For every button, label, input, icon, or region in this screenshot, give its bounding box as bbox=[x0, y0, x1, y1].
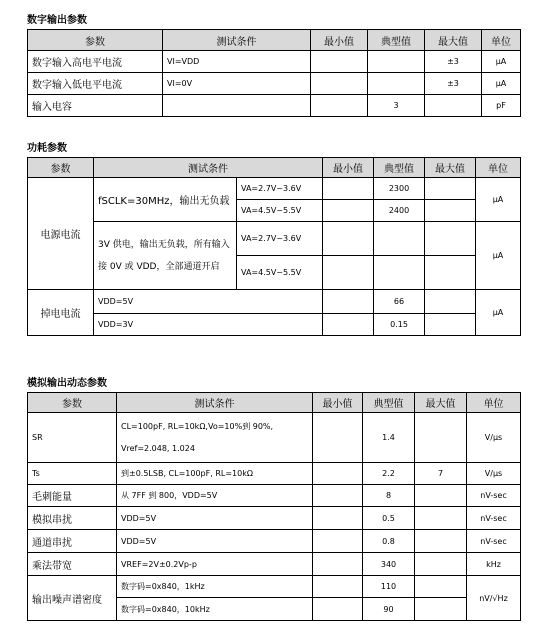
header-typ: 典型值 bbox=[374, 158, 425, 178]
condition-cell: CL=100pF, RL=10kΩ,Vo=10%到 90%, Vref=2.048, 1.024 bbox=[117, 413, 313, 463]
voltage-cell: VA=4.5V~5.5V bbox=[237, 256, 323, 290]
header-unit: 单位 bbox=[482, 30, 521, 51]
unit-cell: V/μs bbox=[467, 463, 521, 485]
min-cell bbox=[313, 598, 363, 621]
voltage-cell: VA=2.7V~3.6V bbox=[237, 222, 323, 256]
max-cell: 7 bbox=[415, 463, 467, 485]
section-title-power: 功耗参数 bbox=[27, 143, 67, 154]
header-min: 最小值 bbox=[311, 30, 368, 51]
typ-cell bbox=[374, 222, 425, 256]
table-row bbox=[28, 576, 521, 598]
param-cell: 掉电电流 bbox=[28, 290, 94, 336]
unit-cell: kHz bbox=[467, 553, 521, 576]
table-row bbox=[28, 553, 521, 576]
max-cell bbox=[425, 222, 476, 256]
condition-cell: 从 7FF 到 800，VDD=5V bbox=[117, 485, 313, 507]
typ-cell bbox=[368, 51, 425, 73]
header-unit: 单位 bbox=[467, 393, 521, 413]
param-cell: 模拟串扰 bbox=[28, 507, 117, 530]
typ-cell: 340 bbox=[363, 553, 415, 576]
header-param: 参数 bbox=[28, 158, 94, 178]
table-row bbox=[28, 73, 521, 95]
condition-cell bbox=[163, 95, 311, 117]
min-cell bbox=[323, 200, 374, 222]
max-cell bbox=[425, 314, 476, 336]
condition-cell: VI=0V bbox=[163, 73, 311, 95]
min-cell bbox=[311, 51, 368, 73]
typ-cell: 110 bbox=[363, 576, 415, 598]
param-cell: 输出噪声谱密度 bbox=[28, 576, 117, 621]
header-max: 最大值 bbox=[425, 158, 476, 178]
min-cell bbox=[323, 290, 374, 314]
max-cell: ±3 bbox=[425, 73, 482, 95]
max-cell bbox=[415, 413, 467, 463]
header-typ: 典型值 bbox=[368, 30, 425, 51]
condition-cell: VDD=5V bbox=[117, 530, 313, 553]
min-cell bbox=[323, 314, 374, 336]
header-min: 最小值 bbox=[313, 393, 363, 413]
unit-cell: μA bbox=[476, 222, 521, 290]
min-cell bbox=[313, 463, 363, 485]
condition-cell: VDD=3V bbox=[94, 314, 323, 336]
table-row bbox=[28, 413, 521, 463]
min-cell bbox=[323, 222, 374, 256]
header-condition: 测试条件 bbox=[117, 393, 313, 413]
table-row bbox=[28, 314, 521, 336]
max-cell bbox=[425, 178, 476, 200]
digital-output-table bbox=[27, 29, 521, 117]
unit-cell: μA bbox=[482, 73, 521, 95]
param-cell: 电源电流 bbox=[28, 178, 94, 290]
max-cell bbox=[415, 507, 467, 530]
condition-cell: VDD=5V bbox=[94, 290, 323, 314]
typ-cell bbox=[374, 256, 425, 290]
param-cell: 输入电容 bbox=[28, 95, 163, 117]
header-max: 最大值 bbox=[425, 30, 482, 51]
min-cell bbox=[313, 553, 363, 576]
voltage-cell: VA=4.5V~5.5V bbox=[237, 200, 323, 222]
condition-cell: 数字码=0x840，1kHz bbox=[117, 576, 313, 598]
header-param: 参数 bbox=[28, 393, 117, 413]
param-cell: 乘法带宽 bbox=[28, 553, 117, 576]
section-title-digital-output: 数字输出参数 bbox=[27, 15, 87, 26]
unit-cell: nV/√Hz bbox=[467, 576, 521, 621]
header-typ: 典型值 bbox=[363, 393, 415, 413]
max-cell bbox=[425, 256, 476, 290]
voltage-cell: VA=2.7V~3.6V bbox=[237, 178, 323, 200]
min-cell bbox=[313, 485, 363, 507]
max-cell bbox=[415, 530, 467, 553]
condition-cell: 到±0.5LSB, CL=100pF, RL=10kΩ bbox=[117, 463, 313, 485]
typ-cell: 66 bbox=[374, 290, 425, 314]
typ-cell: 0.15 bbox=[374, 314, 425, 336]
unit-cell: nV-sec bbox=[467, 507, 521, 530]
typ-cell: 1.4 bbox=[363, 413, 415, 463]
min-cell bbox=[323, 256, 374, 290]
max-cell: ±3 bbox=[425, 51, 482, 73]
condition-cell: 3V 供电，输出无负载，所有输入接 0V 或 VDD，全部通道开启 bbox=[94, 222, 237, 290]
typ-cell: 2300 bbox=[374, 178, 425, 200]
max-cell bbox=[415, 553, 467, 576]
analog-dynamic-table bbox=[27, 392, 521, 621]
param-cell: SR bbox=[28, 413, 117, 463]
table-row bbox=[28, 290, 521, 314]
table-row bbox=[28, 530, 521, 553]
header-unit: 单位 bbox=[476, 158, 521, 178]
header-min: 最小值 bbox=[323, 158, 374, 178]
min-cell bbox=[323, 178, 374, 200]
typ-cell: 2.2 bbox=[363, 463, 415, 485]
max-cell bbox=[415, 598, 467, 621]
typ-cell: 3 bbox=[368, 95, 425, 117]
min-cell bbox=[313, 507, 363, 530]
unit-cell: nV-sec bbox=[467, 530, 521, 553]
unit-cell: pF bbox=[482, 95, 521, 117]
unit-cell: μA bbox=[476, 178, 521, 222]
unit-cell: V/μs bbox=[467, 413, 521, 463]
param-cell: 通道串扰 bbox=[28, 530, 117, 553]
table-row bbox=[28, 95, 521, 117]
typ-cell: 2400 bbox=[374, 200, 425, 222]
param-cell: 数字输入低电平电流 bbox=[28, 73, 163, 95]
condition-cell: VREF=2V±0.2Vp-p bbox=[117, 553, 313, 576]
table-row bbox=[28, 485, 521, 507]
unit-cell: μA bbox=[482, 51, 521, 73]
max-cell bbox=[425, 200, 476, 222]
max-cell bbox=[425, 95, 482, 117]
min-cell bbox=[313, 530, 363, 553]
param-cell: Ts bbox=[28, 463, 117, 485]
min-cell bbox=[313, 413, 363, 463]
table-row bbox=[28, 51, 521, 73]
table-row bbox=[28, 463, 521, 485]
header-condition: 测试条件 bbox=[163, 30, 311, 51]
param-cell: 数字输入高电平电流 bbox=[28, 51, 163, 73]
typ-cell: 90 bbox=[363, 598, 415, 621]
unit-cell: μA bbox=[476, 290, 521, 336]
max-cell bbox=[415, 485, 467, 507]
typ-cell: 0.5 bbox=[363, 507, 415, 530]
condition-cell: VI=VDD bbox=[163, 51, 311, 73]
max-cell bbox=[425, 290, 476, 314]
typ-cell bbox=[368, 73, 425, 95]
max-cell bbox=[415, 576, 467, 598]
typ-cell: 0.8 bbox=[363, 530, 415, 553]
header-param: 参数 bbox=[28, 30, 163, 51]
min-cell bbox=[313, 576, 363, 598]
table-row bbox=[28, 222, 521, 256]
condition-cell: VDD=5V bbox=[117, 507, 313, 530]
table-row bbox=[28, 507, 521, 530]
table-row bbox=[28, 178, 521, 200]
header-max: 最大值 bbox=[415, 393, 467, 413]
condition-cell: 数字码=0x840，10kHz bbox=[117, 598, 313, 621]
section-title-analog-dynamic: 模拟输出动态参数 bbox=[27, 378, 107, 389]
header-condition: 测试条件 bbox=[94, 158, 323, 178]
power-table bbox=[27, 157, 521, 336]
condition-cell: fSCLK=30MHz，输出无负载 bbox=[94, 178, 237, 222]
unit-cell: nV-sec bbox=[467, 485, 521, 507]
min-cell bbox=[311, 73, 368, 95]
typ-cell: 8 bbox=[363, 485, 415, 507]
min-cell bbox=[311, 95, 368, 117]
param-cell: 毛刺能量 bbox=[28, 485, 117, 507]
